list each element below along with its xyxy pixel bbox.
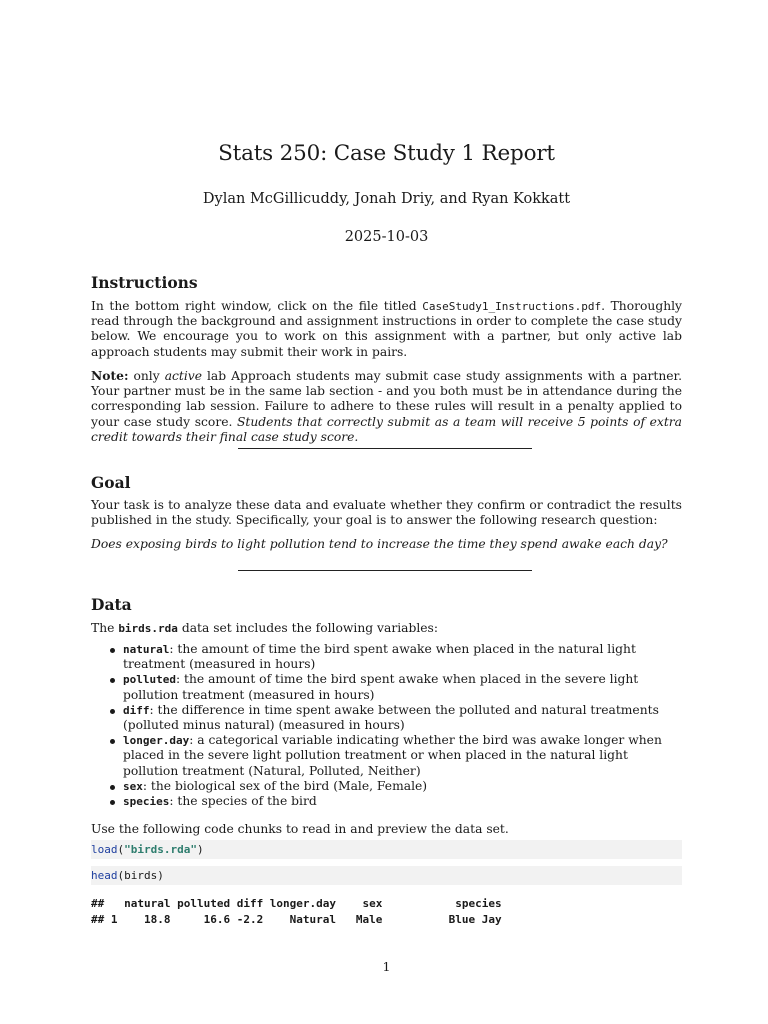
document-date: 2025-10-03 xyxy=(344,229,429,245)
code-intro: Use the following code chunks to read in and preview the data set. xyxy=(91,822,509,836)
variable-name: diff xyxy=(123,703,150,717)
variable-description: : the difference in time spent awake between the polluted and natural treatments (polluted minus natural) (measured in hours) xyxy=(123,702,659,733)
note-paragraph xyxy=(91,368,682,445)
code-output-header: ## natural polluted diff longer.day sex species xyxy=(91,897,502,910)
research-question xyxy=(91,537,682,552)
data-filename: birds.rda xyxy=(118,622,178,635)
variable-description: : a categorical variable indicating whether the bird was awake longer when placed in the severe light pollution treatment or when placed in the natural light pollution treatment (Natural, Polluted, Neither) xyxy=(123,733,662,778)
variable-item-sex xyxy=(123,779,682,794)
code-argument: (birds) xyxy=(117,869,164,882)
data-heading: Data xyxy=(91,595,132,614)
variable-item-longer-day xyxy=(123,733,682,779)
note-extra-credit: Students that correctly submit as a team will receive 5 points of extra credit towards their final case study score. xyxy=(91,414,682,444)
code-string: "birds.rda" xyxy=(124,843,197,856)
variable-description: : the biological sex of the bird (Male, Female) xyxy=(142,778,428,793)
variable-name: sex xyxy=(123,779,143,793)
variable-item-natural xyxy=(123,642,682,672)
code-function: head xyxy=(91,869,118,882)
note-text-1: only xyxy=(128,369,165,383)
code-paren-open: ( xyxy=(117,843,125,856)
goal-heading: Goal xyxy=(91,473,131,492)
note-active: active xyxy=(164,369,203,383)
variable-name: natural xyxy=(123,643,170,656)
variable-description: : the amount of time the bird spent awake when placed in the severe light pollution treatment (measured in hours) xyxy=(123,672,639,702)
variable-item-species xyxy=(123,794,682,809)
code-output-row: ## 1 18.8 16.6 -2.2 Natural Male Blue Jay xyxy=(91,913,502,926)
goal-paragraph: Your task is to analyze these data and evaluate whether they confirm or contradict the results published in the study. Specifically, your goal is to answer the following research question: xyxy=(91,498,682,528)
research-question-text: Does exposing birds to light pollution tend to increase the time they spend awake each day? xyxy=(91,537,668,551)
variable-description: : the amount of time the bird spent awake when placed in the natural light treatment (measured in hours) xyxy=(123,642,636,672)
instructions-text-1: In the bottom right window, click on the file titled xyxy=(91,299,423,313)
instructions-paragraph xyxy=(91,299,682,360)
section-divider-2 xyxy=(238,570,532,571)
code-chunk-head xyxy=(91,866,682,885)
code-chunk-load xyxy=(91,840,682,859)
variable-item-diff xyxy=(123,703,682,733)
document-title: Stats 250: Case Study 1 Report xyxy=(218,141,555,166)
instructions-text-2: . Thoroughly read through the background and assignment instructions in order to complete the case study below. We encourage you to work on this assignment with a partner, but only active lab approach students may submit their work in pairs. xyxy=(91,299,682,359)
variable-description: : the species of the bird xyxy=(169,794,317,809)
page-number: 1 xyxy=(382,959,391,974)
instructions-filename: CaseStudy1_Instructions.pdf xyxy=(422,300,602,313)
data-intro-text-1: The xyxy=(91,621,119,635)
data-intro xyxy=(91,621,682,636)
variable-item-polluted xyxy=(123,672,682,702)
instructions-heading: Instructions xyxy=(91,273,198,292)
note-text-2: lab Approach students may submit case study assignments with a partner. Your partner must be in the same lab section - and you both must be in attendance during the corresponding lab session. Failure to adhere to these rules will result in a penalty applied to your case study score. xyxy=(91,369,682,429)
code-function: load xyxy=(91,843,118,856)
variable-name: species xyxy=(123,795,170,809)
variable-name: polluted xyxy=(123,673,176,687)
code-paren-close: ) xyxy=(196,843,204,856)
data-intro-text-2: data set includes the following variables: xyxy=(177,621,438,635)
section-divider-1 xyxy=(238,448,532,449)
note-label: Note: xyxy=(91,368,129,383)
variable-name: longer.day xyxy=(123,734,190,748)
variable-list xyxy=(91,642,682,809)
document-authors: Dylan McGillicuddy, Jonah Driy, and Ryan Kokkatt xyxy=(202,191,571,207)
